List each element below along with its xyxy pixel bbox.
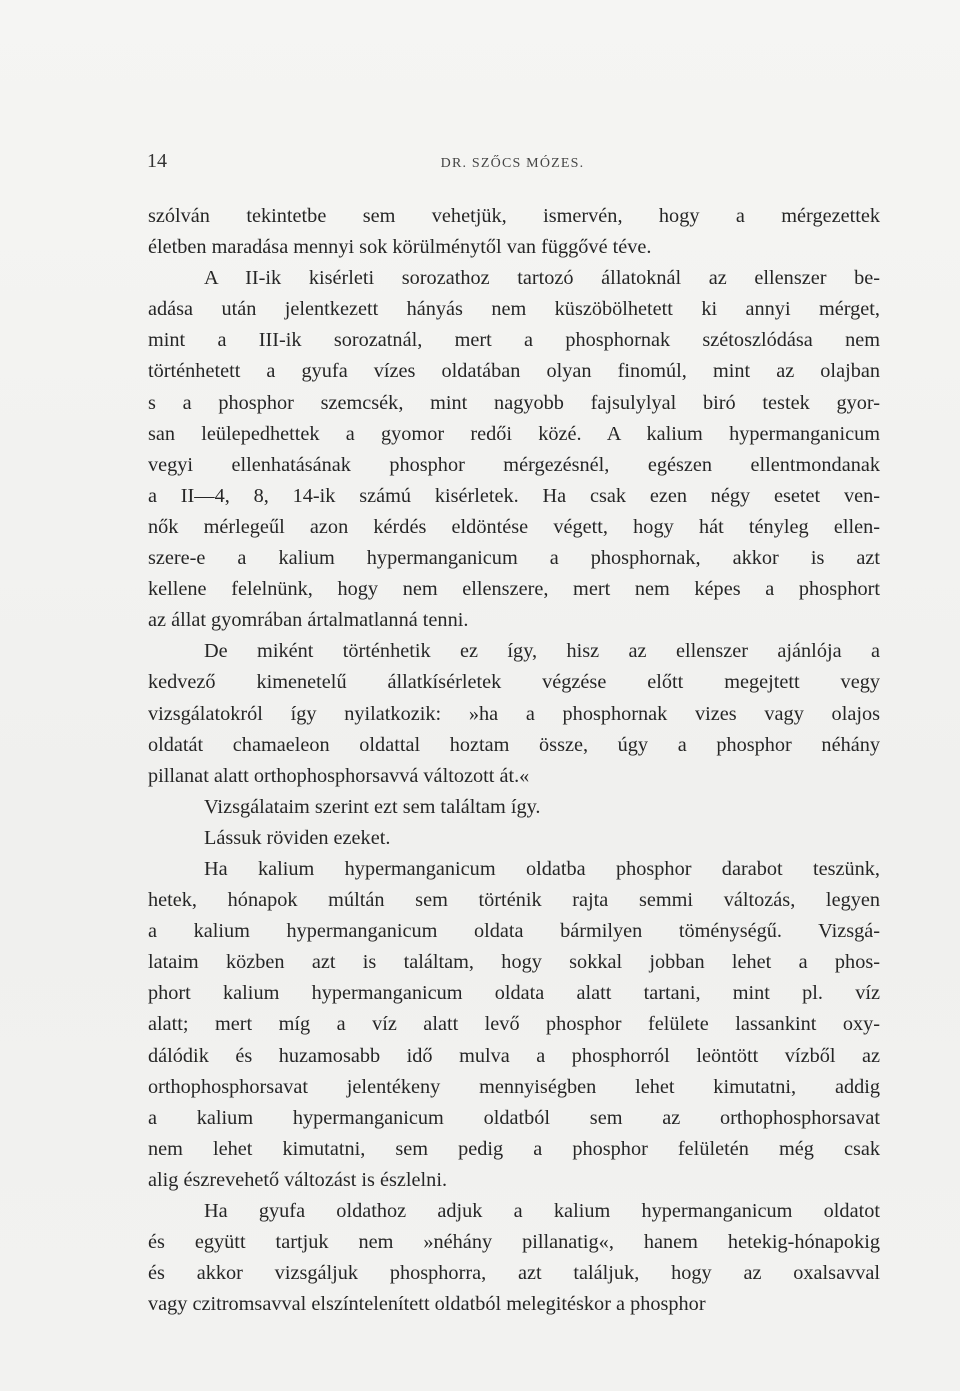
text-line: phort kalium hypermanganicum oldata alatt tartani, mint pl. víz	[148, 982, 880, 1005]
text-line: kedvező kimenetelű állatkísérletek végzése előtt megejtett vegy	[148, 671, 880, 694]
text-line: mint a III-ik sorozatnál, mert a phosphornak szétoszlódása nem	[148, 329, 880, 352]
text-line: a kalium hypermanganicum oldatból sem az orthophosphorsavat	[148, 1106, 880, 1129]
text-line: san leülepedhettek a gyomor redői közé. A kalium hypermanganicum	[148, 422, 880, 445]
text-line: és együtt tartjuk nem »néhány pillanatig«, hanem hetekig-hónapokig	[148, 1231, 880, 1254]
text-line: a kalium hypermanganicum oldata bármilyen töménységű. Vizsgá-	[148, 920, 880, 943]
text-line: alatt; mert míg a víz alatt levő phosphor felülete lassankint oxy-	[148, 1013, 880, 1036]
text-line: Ha kalium hypermanganicum oldatba phosphor darabot teszünk,	[204, 857, 880, 880]
text-line: történhetett a gyufa vízes oldatában olyan finomúl, mint az olajban	[148, 360, 880, 383]
text-line: orthophosphorsavat jelentékeny mennyiségben lehet kimutatni, addig	[148, 1075, 880, 1098]
page-number: 14	[147, 150, 167, 172]
text-line: lataim közben azt is találtam, hogy sokkal jobban lehet a phos-	[148, 951, 880, 974]
text-line: Ha gyufa oldathoz adjuk a kalium hypermanganicum oldatot	[204, 1200, 880, 1222]
text-line: szólván tekintetbe sem vehetjük, ismervén, hogy a mérgezettek	[148, 205, 880, 227]
paragraph	[148, 854, 880, 1196]
text-line: kellene felelnünk, hogy nem ellenszere, mert nem képes a phosphort	[148, 578, 880, 601]
paragraph	[148, 201, 880, 263]
text-line: nők mérlegeűl azon kérdés eldöntése végett, hogy hát tényleg ellen-	[148, 515, 880, 538]
text-line: szere-e a kalium hypermanganicum a phosphornak, akkor is azt	[148, 547, 880, 570]
text-line: vizsgálatokról így nyilatkozik: »ha a phosphornak vizes vagy olajos	[148, 702, 880, 725]
text-line: oldatát chamaeleon oldattal hoztam össze, úgy a phosphor néhány	[148, 733, 880, 756]
text-line: De miként történhetik ez így, hisz az ellenszer ajánlója a	[204, 640, 880, 663]
text-line: alig észrevehető változást is észlelni.	[148, 1168, 448, 1191]
body-text	[148, 201, 880, 1320]
paragraph	[148, 636, 880, 791]
text-line: vegyi ellenhatásának phosphor mérgezésnél, egészen ellentmondanak	[148, 453, 880, 476]
text-line: az állat gyomrában ártalmatlanná tenni.	[148, 609, 469, 632]
text-line: hetek, hónapok múltán sem történik rajta semmi változás, legyen	[148, 889, 880, 912]
text-line: Vizsgálataim szerint ezt sem találtam így.	[204, 795, 541, 818]
text-line: nem lehet kimutatni, sem pedig a phosphor felületén még csak	[148, 1137, 880, 1160]
running-head	[145, 150, 880, 178]
text-line: pillanat alatt orthophosphorsavvá változott át.«	[148, 764, 530, 787]
paragraph	[148, 1196, 880, 1320]
text-line: életben maradása mennyi sok körülménytől van függővé téve.	[148, 236, 652, 259]
text-line: és akkor vizsgáljuk phosphorra, azt találjuk, hogy az oxalsavval	[148, 1262, 880, 1285]
text-line: a II—4, 8, 14-ik számú kisérletek. Ha csak ezen négy esetet ven-	[148, 484, 880, 507]
running-head-author: DR. SZŐCS MÓZES.	[440, 156, 585, 171]
text-line: dálódik és huzamosabb idő mulva a phosphorról leöntött vízből az	[148, 1044, 880, 1067]
text-line: adása után jelentkezett hányás nem küszöbölhetett ki annyi mérget,	[148, 298, 880, 321]
text-line: s a phosphor szemcsék, mint nagyobb fajsulylyal biró testek gyor-	[148, 391, 880, 414]
text-line: vagy czitromsavval elszíntelenített oldatból melegitéskor a phosphor	[148, 1293, 706, 1316]
text-line: Lássuk röviden ezeket.	[204, 826, 391, 849]
paragraph	[148, 823, 880, 854]
text-line: A II-ik kisérleti sorozathoz tartozó állatoknál az ellenszer be-	[204, 267, 880, 290]
paragraph	[148, 792, 880, 823]
paragraph	[148, 263, 880, 636]
